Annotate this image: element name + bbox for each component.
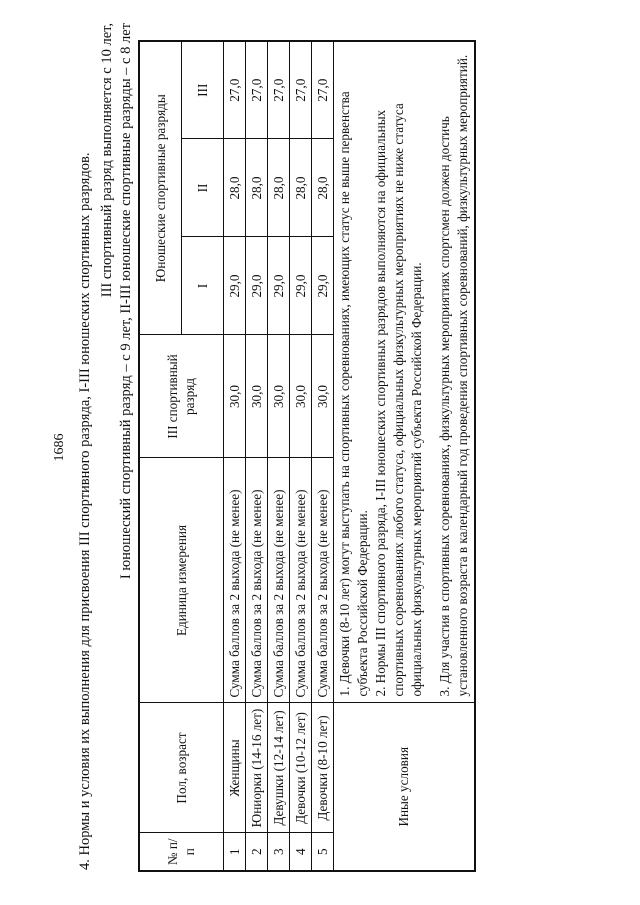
table-row [289,41,311,871]
row-group: Женщины [223,703,245,833]
norms-table [138,40,476,872]
row-youth-2: 28,0 [311,139,333,237]
age-requirement-line-2: I юношеский спортивный разряд – с 9 лет, II-III юношеские спортивные разряды – с 8 лет [118,23,134,580]
other-conditions-row [333,41,475,871]
page-number: 1686 [52,433,67,462]
row-unit: Сумма баллов за 2 выхода (не менее) [289,458,311,703]
row-num: 5 [311,833,333,871]
row-num: 4 [289,833,311,871]
row-youth-1: 29,0 [289,237,311,335]
condition-item-1: 1. Девочки (8-10 лет) могут выступать на спортивных соревнованиях, имеющих статус не выше первенства субъекта Российской Федерации. [336,91,370,697]
header-unit: Единица измерения [139,458,223,703]
row-youth-2: 28,0 [245,139,267,237]
row-rank-3: 30,0 [289,335,311,458]
row-youth-2: 28,0 [223,139,245,237]
other-conditions-label: Иные условия [333,703,475,871]
table-row [311,41,333,871]
header-rank-3: III спортивный разряд [139,335,223,458]
row-group: Девочки (10-12 лет) [289,703,311,833]
header-youth-2: II [181,139,223,237]
row-youth-1: 29,0 [311,237,333,335]
row-unit: Сумма баллов за 2 выхода (не менее) [245,458,267,703]
rotated-page-content [40,15,580,880]
row-rank-3: 30,0 [267,335,289,458]
table-row [245,41,267,871]
row-youth-2: 28,0 [267,139,289,237]
section-heading: 4. Нормы и условия их выполнения для присвоения III спортивного разряда, I-III юношеских спортивных разрядов. [77,152,93,870]
header-num: № п/п [139,833,223,871]
row-youth-3: 27,0 [267,41,289,139]
row-group: Девочки (8-10 лет) [311,703,333,833]
row-unit: Сумма баллов за 2 выхода (не менее) [223,458,245,703]
row-num: 3 [267,833,289,871]
row-group: Юниорки (14-16 лет) [245,703,267,833]
row-youth-3: 27,0 [245,41,267,139]
age-requirements [98,23,136,579]
row-youth-3: 27,0 [289,41,311,139]
row-unit: Сумма баллов за 2 выхода (не менее) [267,458,289,703]
age-requirement-line-1: III спортивный разряд выполняется с 10 лет, [99,23,115,298]
header-youth-1: I [181,237,223,335]
row-youth-1: 29,0 [223,237,245,335]
header-youth-ranks: Юношеские спортивные разряды [139,41,181,335]
row-num: 2 [245,833,267,871]
table-header-row [139,41,181,871]
row-rank-3: 30,0 [311,335,333,458]
condition-item-2: 2. Нормы III спортивного разряда, I-III юношеских спортивных разрядов выполняются на официальных спортивных соревнованиях любого статуса, официальных физкультурных мероприятиях не ниже статуса официальных физкультурных мероприятий субъекта Российской Федерации. [372,103,424,697]
header-gender-age: Пол, возраст [139,703,223,833]
table-row [267,41,289,871]
other-conditions-text [333,41,475,703]
row-youth-2: 28,0 [289,139,311,237]
row-youth-1: 29,0 [267,237,289,335]
row-youth-3: 27,0 [223,41,245,139]
row-rank-3: 30,0 [245,335,267,458]
row-rank-3: 30,0 [223,335,245,458]
header-youth-3: III [181,41,223,139]
row-youth-3: 27,0 [311,41,333,139]
row-num: 1 [223,833,245,871]
row-unit: Сумма баллов за 2 выхода (не менее) [311,458,333,703]
condition-item-3: 3. Для участия в спортивных соревнованиях, физкультурных мероприятиях спортсмен должен достичь установленного возраста в календарный год проведения спортивных соревнований, физкультурных мероприятий. [436,54,470,697]
row-group: Девушки (12-14 лет) [267,703,289,833]
row-youth-1: 29,0 [245,237,267,335]
table-row [223,41,245,871]
